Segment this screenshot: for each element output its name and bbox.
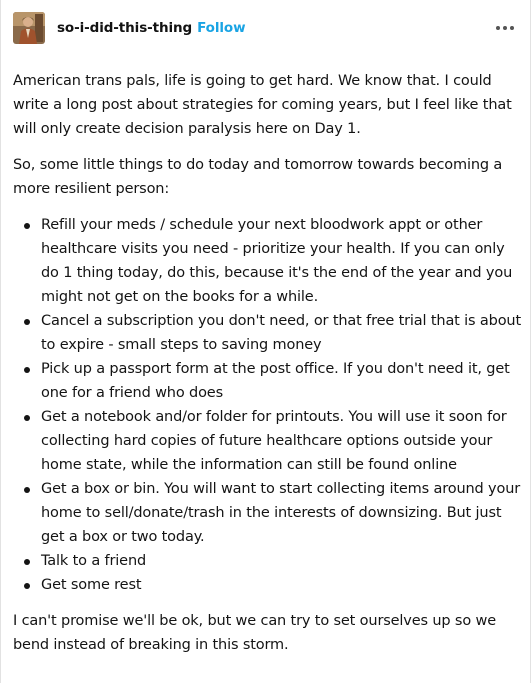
bullet-icon — [24, 319, 30, 325]
list-item — [13, 405, 525, 477]
closing-paragraph: I can't promise we'll be ok, but we can try to set ourselves up so we bend instead of breaking in this storm. — [13, 613, 496, 653]
bullet-icon — [24, 223, 30, 229]
list-item — [13, 477, 525, 549]
more-options-button[interactable] — [492, 18, 518, 38]
list-item-text: Pick up a passport form at the post office. If you don't need it, get one for a friend who does — [41, 361, 510, 401]
list-item — [13, 357, 525, 405]
avatar[interactable] — [13, 12, 45, 44]
ellipsis-icon — [495, 25, 515, 31]
avatar-image — [13, 12, 45, 44]
list-item-text: Talk to a friend — [41, 553, 147, 569]
list-item-text: Get some rest — [41, 577, 142, 593]
lead-paragraph: So, some little things to do today and tomorrow towards becoming a more resilient person: — [13, 157, 503, 197]
list-item — [13, 573, 525, 597]
post-header — [13, 11, 518, 45]
bullet-icon — [24, 415, 30, 421]
todo-list — [13, 213, 525, 597]
list-item — [13, 309, 525, 357]
follow-button[interactable]: Follow — [197, 20, 246, 36]
list-item-text: Refill your meds / schedule your next bloodwork appt or other healthcare visits you need - prioritize your health. If you can only do 1 thing today, do this, because it's the end of the year and you might not get on the books for a while. — [41, 217, 513, 305]
list-item-text: Get a box or bin. You will want to start collecting items around your home to sell/donate/trash in the interests of downsizing. But just get a box or two today. — [41, 481, 521, 545]
list-item — [13, 213, 525, 309]
blog-name[interactable]: so-i-did-this-thing — [57, 20, 193, 36]
list-item — [13, 549, 525, 573]
intro-paragraph: American trans pals, life is going to get hard. We know that. I could write a long post about strategies for coming years, but I feel like that will only create decision paralysis here on Day 1. — [13, 73, 512, 137]
bullet-icon — [24, 559, 30, 565]
bullet-icon — [24, 583, 30, 589]
bullet-icon — [24, 367, 30, 373]
list-item-text: Get a notebook and/or folder for printouts. You will use it soon for collecting hard copies of future healthcare options outside your home state, while the information can still be found online — [41, 409, 507, 473]
bullet-icon — [24, 487, 30, 493]
post-body — [13, 69, 525, 657]
list-item-text: Cancel a subscription you don't need, or that free trial that is about to expire - small steps to saving money — [41, 313, 522, 353]
